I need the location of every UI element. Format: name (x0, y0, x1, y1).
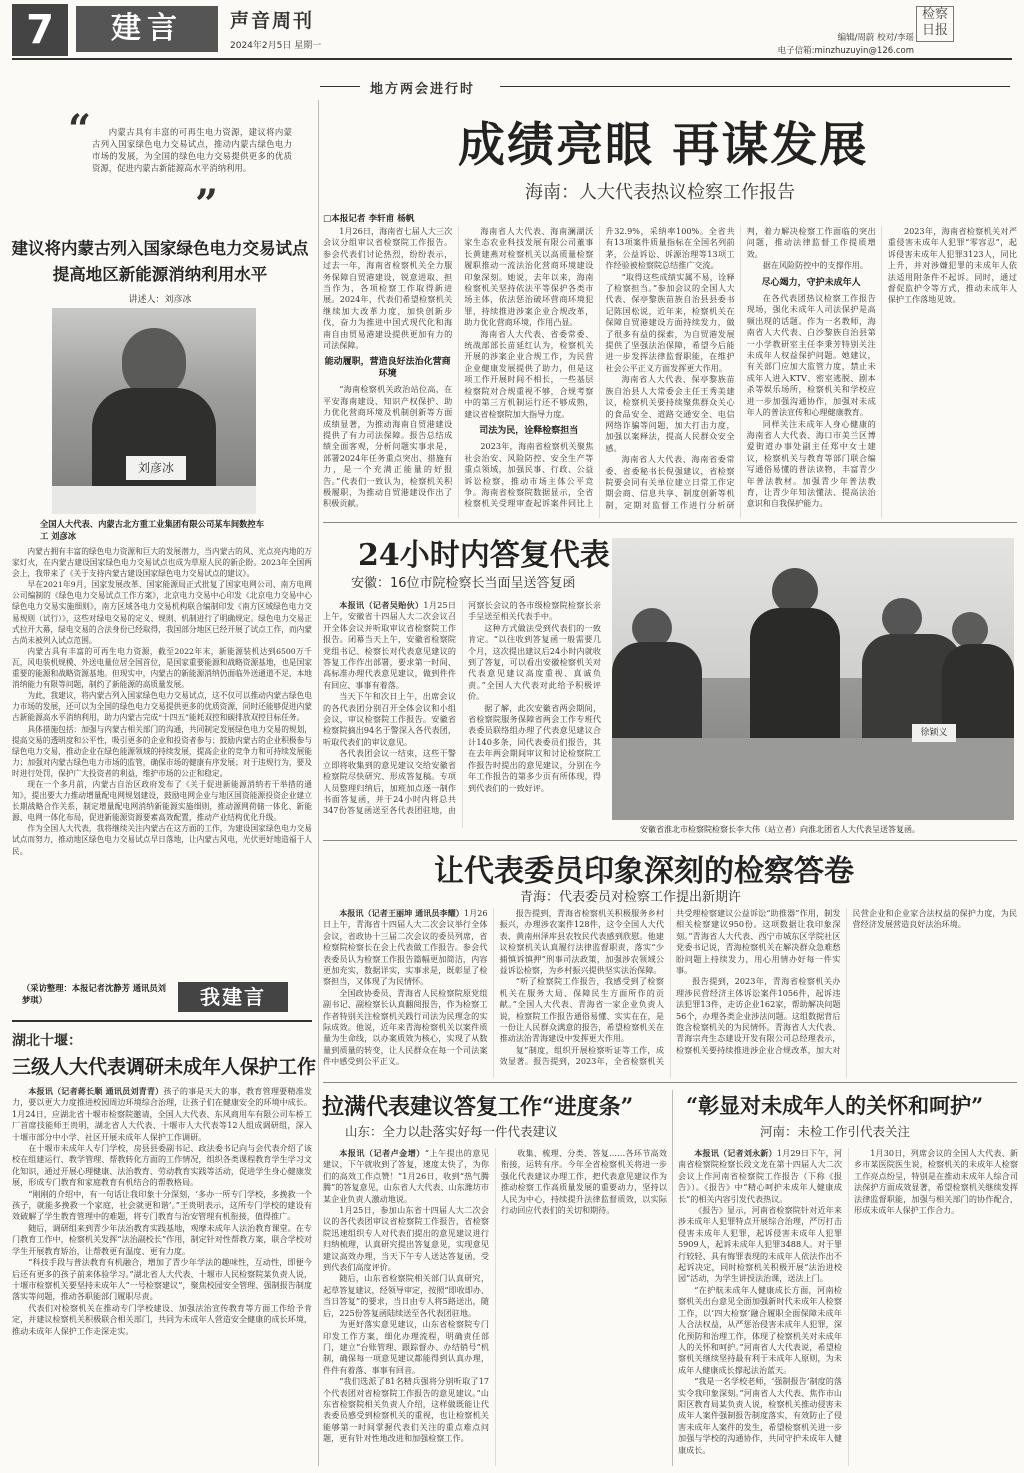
speaker-photo-caption: 全国人大代表、内蒙古北方重工业集团有限公司某车间数控车工 刘彦冰 (40, 519, 265, 541)
anhui-body (323, 600, 601, 828)
anhui-headline: 24小时内答复代表 (358, 538, 610, 573)
left-feature-bottom-rule (12, 1020, 312, 1022)
feature-paragraph: 具体措施包括：加强与内蒙古相关部门的沟通，共同制定发展绿色电力交易的规划，提高交易的透明度和公平性，吸引更多的企业和投资者参与；鼓励内蒙古的企业积极参与绿色电力交易，推动企业在绿色能源领域的持续发展，提高企业的竞争力和可持续发展能力；加强对内蒙古绿色电力市场的监管，确保市场的健康有序发展；对于违规行为，要及时进行处罚，保护广大投资者的利益，维护市场的公正和稳定。 (12, 724, 312, 778)
qinghai-paragraph: 1月26日上午，青海省十四届人大二次会议举行全体会议，省政协十三届二次会议的委员列席，省检察院检察长在会上代表做工作报告。参会代表委员认为检察工作报告篇幅更加简洁，内容更加充实，数据详实，实事求是，既彰显了检察担当，又体现了为民情怀。 (323, 908, 488, 987)
main-paragraph: 在各代表团热议检察工作报告现场，强化未成年人司法保护是高频出现的话题。作为一名教师，海南省人大代表、白沙黎族自治县第一小学教研室主任李秉芳特别关注未成年人权益保护问题。她建议，有关部门应加大监管力度，禁止未成年人进入KTV、密室逃脱、剧本杀等娱乐场所，检察机关和学校应进一步加强沟通协作，加强对未成年人的普法宣传和心理健康教育。 (746, 293, 876, 418)
speaker-photo (52, 308, 256, 514)
logo-text: 检察日报 (921, 7, 948, 38)
newspaper-logo (916, 6, 954, 42)
column-divider (318, 100, 319, 1466)
issue-date: 2024年2月5日 星期一 (230, 41, 322, 51)
close-quote-mark: ” (195, 181, 219, 228)
shandong-paragraph: 1月25日，参加山东省十四届人大二次会议的各代表团审议省检察院工作报告，省检察院迅速组织专人对代表们提出的意见建议进行归纳梳理，认真研究提出答复意见，实现意见建议高效办理，当天下午专人送达答复函，受到代表们高度评价。 (323, 1205, 489, 1273)
shandong-paragraph: “我们选派了81名精兵强将分别听取了17个代表团对省检察院工作报告的意见建议。”山东省检察院相关负责人介绍，这样做既能让代表委员感受到检察机关的重视，也让检察机关能够第一时间掌握代表们关注的重点难点问题，更有针对性地改进和加强检察工作。 (323, 1376, 489, 1444)
page-number: 7 (12, 4, 68, 56)
hubei-paragraph: 代表们对检察机关在推动专门学校建设、加强法治宣传教育等方面工作给予肯定，并建议检察机关积极联合相关部门，共同为未成年人营造安全健康的成长环境，推动未成年人保护工作走深走实。 (12, 1302, 312, 1336)
qinghai-paragraph: “听了检察院工作报告，我感受到了检察机关在服务大局、保障民生方面所作的贡献。”全国人大代表、青海省一家企业负责人说，检察院工作报告通俗易懂、实实在在，是一份让人民群众满意的报告，希望检察机关在推动法治青海建设中发挥更大作用。 (499, 976, 664, 1044)
hubei-body (12, 1086, 312, 1466)
feature-title (10, 236, 310, 288)
hubei-paragraph: 孩子的事是天大的事，教育管理要精准发力，要以更大力度推进校园周边环境综合治理，让孩子们在健康安全的环境中成长。1月24日，应湖北省十堰市检察院邀请，全国人大代表、东风商用车有限公司车桥工厂首席技能师王贵明，湖北省人大代表、十堰市人大代表等12人组成调研组，深入十堰市部分中小学、社区开展未成年人保护工作调研。 (12, 1086, 312, 1142)
main-paragraph: 同样关注未成年人身心健康的海南省人大代表、海口市美兰区博爱街道办事处副主任郑中女士建议，检察机关与教育等部门联合编写通俗易懂的普法读物，丰富青少年普法教材。加强青少年普法教育，让青少年知法懂法、提高法治意识和自我保护能力。 (746, 418, 876, 509)
henan-paragraph: “我是一名学校老师，‘强制报告’制度的落实令我印象深刻。”河南省人大代表、焦作市山阳区教育局某负责人说，检察机关推动侵害未成年人案件强制报告制度落实，有效防止了侵害未成年人案件的发生，希望检察机关进一步加强与学校的沟通协作，共同守护未成年人健康成长。 (678, 1376, 842, 1455)
feature-body (12, 546, 312, 982)
contact-email: 电子信箱:minzhuzuyin@126.com (777, 46, 914, 56)
main-subhead: 能动履职，营造良好法治化营商环境 (324, 357, 451, 379)
shandong-paragraph: 收集、梳理、分类、答复……各环节高效衔接，运转有序。今年全省检察机关将进一步强化代表建议办理工作，把代表意见建议作为推动检察工作高质量发展的重要动力，坚持以人民为中心，持续提升法律监督质效，以实际行动回应代表们的关切和期待。 (501, 1148, 667, 1216)
qinghai-body (323, 908, 1017, 1078)
column-tag-badge: 我建言 (178, 982, 288, 1012)
anhui-meeting-photo (612, 538, 1014, 820)
anhui-subtitle: 安徽：16位市院检察长当面呈送答复函 (351, 576, 576, 591)
photo-nameplate: 刘彦冰 (126, 456, 186, 480)
anhui-photo-caption: 安徽省淮北市检察院检察长李大伟（站立者）向淮北团省人大代表呈送答复函。 (640, 825, 920, 834)
hubei-paragraph: “科技手段与普法教育有机融合，增加了青少年学法的趣味性，互动性，即便今后还有更多的孩子前来体验学习。”湖北省人大代表、十堰市人民检察院某负责人说，十堰市检察机关要坚持未成年人“一号检察建议”，聚焦校园安全管理、强制报告制度落实等问题，推动各职能部门履职尽责。 (12, 1257, 312, 1302)
hubei-paragraph: 随后，调研组来到青少年法治教育实践基地，观摩未成年人法治教育课堂。在专门教育工作中，检察机关发挥“法治副校长”作用，制定针对性帮教方案，联合学校对学生开展教育矫治，让帮教更有温度、更有力度。 (12, 1222, 312, 1256)
editor-credits: 编辑/周蔚 校对/李瑶 (837, 33, 914, 43)
photo-seated-head (882, 598, 922, 638)
henan-paragraph: 1月30日，列席会议的全国人大代表、新乡市某医院医生说，检察机关的未成年人检察工作亮点纷呈，特别是在推动未成年人综合司法保护方面成效显著，希望检察机关继续发挥法律监督职能，加强与相关部门的协作配合，形成未成年人保护工作合力。 (854, 1148, 1018, 1216)
photo-desk (52, 486, 256, 514)
photo-seated-head (952, 612, 988, 648)
shandong-body (323, 1148, 667, 1466)
main-byline: □本报记者 李轩甫 杨帆 (323, 214, 415, 224)
anhui-paragraph: 这种方式做法受到代表们的一致肯定。“以往收到答复函一般需要几个月，这次提出建议后24小时内就收到了答复，可以看出安徽检察机关对代表意见建议高度重视、真诚负责。”全国人大代表对此给予积极评价。 (468, 622, 601, 702)
feature-quote: 内蒙古具有丰富的可再生电力资源，建议将内蒙古列入国家绿色电力交易试点，推动内蒙古绿色电力市场的发展，为全国的绿色电力交易提供更多的优质资源，促进内蒙古新能源高水平消纳利用。 (92, 127, 292, 173)
feature-paragraph: 现在一个多月前，内蒙古自治区政府发布了《关于促进新能源消纳若干举措的通知》，提出要大力推动增量配电网规划建设，鼓励电网企业与地区国资能源投资企业建立长期战略合作关系，制定增量配电网消纳新能源实施细则，推动源网荷储一体化、新能源、电网一体化布局，促进新能源资源要素高效配置，推动产业结构优化升级。 (12, 779, 312, 823)
hubei-headline: 三级人大代表调研未成年人保护工作 (12, 1056, 317, 1078)
photo-seated-body (612, 642, 702, 752)
anhui-paragraph: 1月25日上午，安徽省十四届人大二次会议召开全体会议并听取审议省检察院工作报告。闭幕当天上午，安徽省检察院党组书记、检察长对代表意见建议的答复工作作出部署，要求第一时间、高标准办理代表意见建议，做到件件有回应、事事有着落。 (323, 600, 456, 690)
hubei-kicker: 湖北十堰： (12, 1033, 82, 1049)
hubei-paragraph: “刚刚的介绍中，有一句话让我印象十分深刻，‘多办一所专门学校，多挽救一个孩子，就能多挽救一个家庭，社会就更和谐’。”王贵明表示，这所专门学校的建设有效破解了学生教育管理中的难题，将专门教育与治安管理有机衔接，值得推广。 (12, 1188, 312, 1222)
banner-rule-right (500, 86, 1010, 87)
photo-standing-body (750, 608, 840, 748)
anhui-paragraph: 据了解，此次安徽省两会期间，省检察院服务保障省两会工作专班代表委员联络组办理了代表意见建议合计140多条，同代表委员们报告，其在去年两会期间审议和讨论检察院工作报告时提出的意见建议，分别在今年工作报告的第多少页有所体现，得到代表们的一致好评。 (468, 702, 601, 793)
main-paragraph: 海南省人大代表、海南澜湖沃家生态农业科技发展有限公司董事长黄建燕对检察机关以高质量检察履职推动一流法治化营商环境建设印象深刻。她说，去年以来，海南检察机关坚持依法平等保护各类市场主体，依法惩治破坏营商环境犯罪，持续推进涉案企业合规改革，助力优化营商环境，作用凸显。 (464, 226, 594, 328)
banner-rule-left (320, 86, 360, 87)
henan-body (678, 1148, 1018, 1466)
hubei-byline: 本报讯（记者蒋长顺 通讯员刘青青） (28, 1086, 164, 1096)
feature-title-line1: 建议将内蒙古列入国家绿色电力交易试点 (11, 239, 309, 258)
main-paragraph: 据在风险防控中的支撑作用。 (762, 260, 868, 271)
shandong-headline: 拉满代表建议答复工作“进度条” (322, 1094, 634, 1120)
qinghai-headline: 让代表委员印象深刻的检察答卷 (434, 854, 854, 889)
main-subhead: 司法为民，诠释检察担当 (479, 425, 579, 436)
main-paragraph: 2023年，海南省检察机关对严重侵害未成年人犯罪“零容忍”，起诉侵害未成年人犯罪3123人，同比上升，并对涉嫌犯罪的未成年人依法适用附条件不起诉。同时，通过督促监护令等方式，推动未成年人保护工作落地见效。 (887, 226, 1017, 305)
main-subhead: 尽心竭力，守护未成年人 (761, 277, 861, 288)
section-title: 建言 (76, 6, 218, 52)
feature-interview-credit: （采访整理：本报记者沈静芳 通讯员刘梦琪） (22, 983, 166, 1005)
qinghai-bottom-rule (323, 1082, 1017, 1083)
shandong-paragraph: 随后，山东省检察院相关部门认真研究，起草答复建议，经领导审定，按照“即收即办、当日答复”的要求，当日由专人将5路送出，随后，225份答复函陆续送至各代表团驻地。 (323, 1273, 490, 1318)
henan-byline: 本报讯（记者刘永新） (694, 1148, 777, 1158)
feature-paragraph: 为此，我建议，将内蒙古列入国家绿色电力交易试点，这不仅可以推动内蒙古绿色电力市场的发展，还可以为全国的绿色电力交易提供更多的优质资源，同时还能够促进内蒙古新能源高水平消纳利用，助力内蒙古完成“十四五”能耗双控和碳排放双控目标任务。 (12, 691, 312, 723)
photo-table (612, 738, 1014, 820)
anhui-bottom-rule (323, 840, 1017, 841)
anhui-byline: 本报讯（记者吴贻伙） (339, 600, 424, 610)
feature-paragraph: 内蒙古拥有丰富的绿色电力资源和巨大的发展潜力，当内蒙古的风、光点亮内地的万家灯火，在内蒙古建设国家绿色电力交易试点也成为草原人民的新企盼。2023年全国两会上，我带来了《关于支持内蒙古建设国家绿色电力交易试点的建议》。 (12, 547, 312, 579)
feature-paragraph: 内蒙古具有丰富的可再生电力资源，截至2022年末，新能源装机达到6500万千瓦，风电装机规模、外送电量位居全国首位，是国家重要能源和战略资源基地，也是国家重要的能源和战略资源基地。但现实中，内蒙古的新能源消纳仍面临外送通道不足、本地消纳能力有限等问题，制约了新能源的高质量发展。 (12, 646, 312, 690)
feature-paragraph: 作为全国人大代表，我将继续关注内蒙古在这方面的工作，为建设国家绿色电力交易试点而努力，推动地区绿色电力交易试点早日落地，让内蒙古风电，光伏更好地造福于人民。 (12, 824, 312, 856)
henan-headline: “彰显对未成年人的关怀和呵护” (686, 1093, 984, 1118)
shandong-paragraph: 为更好落实意见建议，山东省检察院专门印发工作方案，细化办理流程，明确责任部门，建立“台账管理、跟踪督办、办结销号”机制，确保每一项意见建议都能得到认真办理，件件有着落、事事有回音。 (323, 1319, 489, 1375)
qinghai-paragraph: 报告提到，青海省检察机关积极服务乡村振兴，办理涉农案件128件，这令全国人大代表、黄南州泽库县农牧民代表感到欣慰。他建议检察机关认真履行法律监督职责，落实“少捕慎诉慎押”刑事司法政策，加强涉农领域公益诉讼检察，为乡村振兴提供坚实法治保障。 (499, 908, 664, 976)
main-paragraph: 1月26日，海南省七届人大三次会议分组审议省检察院工作报告。参会代表们讨论热烈，纷纷表示，过去一年，海南省检察机关全力服务保障自贸港建设，锐意进取、担当作为，各项检察工作取得新进展。2024年，代表们希望检察机关继续加大改革力度，加快创新步伐，奋力为推进中国式现代化和海南自由贸易港建设提供更加有力的司法保障。 (323, 226, 453, 351)
qinghai-paragraph: 复”制度，组织开展检察听证等工作，成效显著。报告提到，2023年，全省检察机关共受理检察建议公益诉讼“助推器”作用，制发相关检察建议950份。这项数据让我印象深刻。”青海省人大代表、西宁市城东区学院社区党委书记说，青海检察机关在解决群众急难愁盼问题上持续发力，用心用情办好每一件实事。 (499, 908, 841, 1067)
anhui-paragraph: 当天下午和次日上午，出席会议的各代表团分别召开全体会议和小组会议，审议检察院工作报告。安徽省检察院摘出94名于警深入各代表团，听取代表们的审议意见。 (323, 691, 456, 747)
banner-label: 地方两会进行时 (370, 82, 476, 97)
qinghai-paragraph: 报告提到，2023年，青海省检察机关办理涉民营经济主体诉讼案件1056件，起诉违法犯罪13件，走访企业162家，帮助解决问题56个，办理各类企业涉法问题。这组数据背后饱含检察机关的为民情怀。青海省人大代表、青海宗舟生态建设开发有限公司总经理表示，检察机关要持续推进涉企业合规改革，加大对民营企业和企业家合法权益的保护力度，为民营经济发展营造良好法治环境。 (676, 908, 1017, 1055)
main-bottom-rule (323, 522, 1017, 523)
qinghai-byline: 本报讯（记者王丽坤 通讯员李耀） (339, 908, 464, 918)
main-paragraph: “取得这些成绩实属不易，诠释了检察担当。”参加会议的全国人大代表、保亭黎族苗族自治县县委书记陈国松说，近年来，检察机关在保障自贸港建设方面持续发力，做了很多有益的探索，为自贸港发展提供了坚强法治保障，希望今后能进一步发挥法律监督职能，在维护社会公平正义方面发挥更大作用。 (605, 271, 735, 373)
qinghai-paragraph: 全国政协委员、青海省人民检察院原党组副书记、副检察长认真翻阅报告，作为检察工作者特别关注检察机关践行司法为民理念的实际成效。他说，近年来青海检察机关以案件质量为生命线，以办案质效为核心，实现了从数量到质量的转变，让人民群众在每一个司法案件中感受到公平正义。 (323, 987, 488, 1067)
main-paragraph: 海南省人大代表、保亭黎族苗族自治县人大常委会主任王秀美建议，检察机关要持续聚焦群众关心的食品安全、道路交通安全、电信网络诈骗等问题，加大打击力度，加强以案释法，提高人民群众安全感。 (605, 374, 735, 453)
main-paragraph: 2023年，海南省检察机关聚焦社会治安、风险防控、安全生产等重点领域，加强民事、行政、公益诉讼检察，推动市场主体公平竞争。海南省检察院数据显示，全省检察机关受理审查起诉案件同比上升32.9%，采纳率100%。全省共有13项案件质量指标在全国名列前茅，公益诉讼、诉源治理等13项工作经验被检察院总结推广交流。 (464, 226, 735, 509)
hubei-paragraph: 在十堰市未成年人专门学校，房县县委副书记、政法委书记向与会代表介绍了该校在组建运行、教学管理、帮教转化方面的工作情况，组织各类课程教育学生学习文化知识，通过开展心理健康、法治教育、劳动教育实践等活动，促进学生身心健康发展，形成专门教育和家庭教育有机结合的帮教格局。 (12, 1143, 312, 1188)
main-paragraph: “海南检察机关政治站位高，在平安海南建设、知识产权保护、助力优化营商环境及机制创新等方面成绩显著，为推动海南自贸港建设提供了有力司法保障。报告总结成绩全面客观，分析问题实事求是，部署2024年任务重点突出、措施有力，是一个充满正能量的好报告。”代表们一致认为，检察机关积极履职，为推动自贸港建设作出了积极贡献。 (323, 384, 453, 509)
main-paragraph: 海南省人大代表、省委常委、统战部部长苗延红认为，检察机关开展的涉案企业合规工作，为民营企业健康发展提供了助力，但是这项工作开展时间不相长，一些基层检察院对合规重视不够，合规考察中的第三方机制运行还不够成熟，建议省检察院加大指导力度。 (464, 328, 594, 419)
column-name: 声音周刊 (230, 10, 315, 32)
photo-nameplate: 徐颖义 (912, 724, 956, 742)
henan-paragraph: 1月29日下午，河南省检察院检察长段文龙在第十四届人大二次会议上作河南省检察院工作报告（下称《报告》）。《报告》中“精心呵护未成年人健康成长”的相关内容引发代表热议。 (678, 1148, 842, 1204)
shandong-subtitle: 山东：全力以赴落实好每一件代表建议 (345, 1124, 558, 1139)
henan-paragraph: “在护航未成年人健康成长方面，河南检察机关出台意见全面加强新时代未成年人检察工作，以‘四大检察’融合履职全面保障未成年人合法权益，从严惩治侵害未成年人犯罪，深化预防和治理工作，体现了检察机关对未成年人的关怀和呵护。”河南省人大代表说，希望检察机关继续坚持最有利于未成年人原则，为未成年人健康成长撑起法治蓝天。 (678, 1284, 842, 1375)
main-headline: 成绩亮眼 再谋发展 (458, 118, 869, 173)
main-body (323, 226, 1017, 518)
main-subtitle: 海南：人大代表热议检察工作报告 (525, 182, 795, 203)
shandong-paragraph: “上午提出的意见建议，下午就收到了答复，速度太快了，为你们的高效工作点赞！”1月26日，收到“热气腾腾”的答复意见，山东省人大代表、山东潍坊市某企业负责人激动地说。 (323, 1148, 490, 1204)
anhui-paragraph: 各代表团会议一结束，这些干警立即将收集到的意见建议交给安徽省检察院尽快研究、形成答复稿。专项人员整理归纳后，加班加点逐一制作书面答复函，并于24小时内将总共347份答复函送至各代表团驻地，由河察长会议的各市级检察院检察长亲手呈送至相关代表手中。 (323, 600, 601, 816)
feature-speaker: 讲述人：刘彦冰 (128, 295, 192, 305)
henan-paragraph: 《报告》显示，河南省检察院针对近年来涉未成年人犯罪特点开展综合治理，严厉打击侵害未成年人犯罪，起诉侵害未成年人犯罪5909人，起诉未成年人犯罪3488人。对于罪行较轻、具有悔罪表现的未成年人依法作出不起诉决定，同时检察机关积极开展“法治进校园”活动，为学生讲授法治课，送法上门。 (678, 1205, 842, 1284)
qinghai-subtitle: 青海：代表委员对检察工作提出新期许 (520, 890, 742, 905)
main-paragraph: 海南省人大代表、海南省委常委、省委秘书长倪强建议，省检察院要会同有关单位建立日常工作定期会商、信息共享、制度创新等机制，定期对监督工作进行分析研判，着力解决检察工作面临的突出问题，推动法律监督工作提质增效。 (605, 226, 876, 510)
open-quote-mark: “ (68, 106, 92, 153)
story-divider (672, 1090, 673, 1466)
feature-title-line2: 提高地区新能源消纳利用水平 (52, 265, 268, 284)
feature-paragraph: 早在2021年9月，国家发展改革、国家能源局正式批复了国家电网公司、南方电网公司编制的《绿色电力交易试点工作方案》，北京电力交易中心印发《北京电力交易中心绿色电力交易实施细则》，南方区域各电力交易机构联合编制印发《南方区域绿色电力交易规则（试行）》，这些对绿电交易的定义、规则、机制进行了明确规定。绿色电力交易正式拉开大幕，绿电交易的合法身份已经取得，我国部分地区已经开展了试点工作，而内蒙古尚未被列入试点范围。 (12, 580, 312, 645)
header-rule (12, 58, 1012, 60)
henan-subtitle: 河南：未检工作引代表关注 (760, 1124, 911, 1139)
shandong-byline: 本报讯（记者卢金增） (339, 1148, 425, 1158)
